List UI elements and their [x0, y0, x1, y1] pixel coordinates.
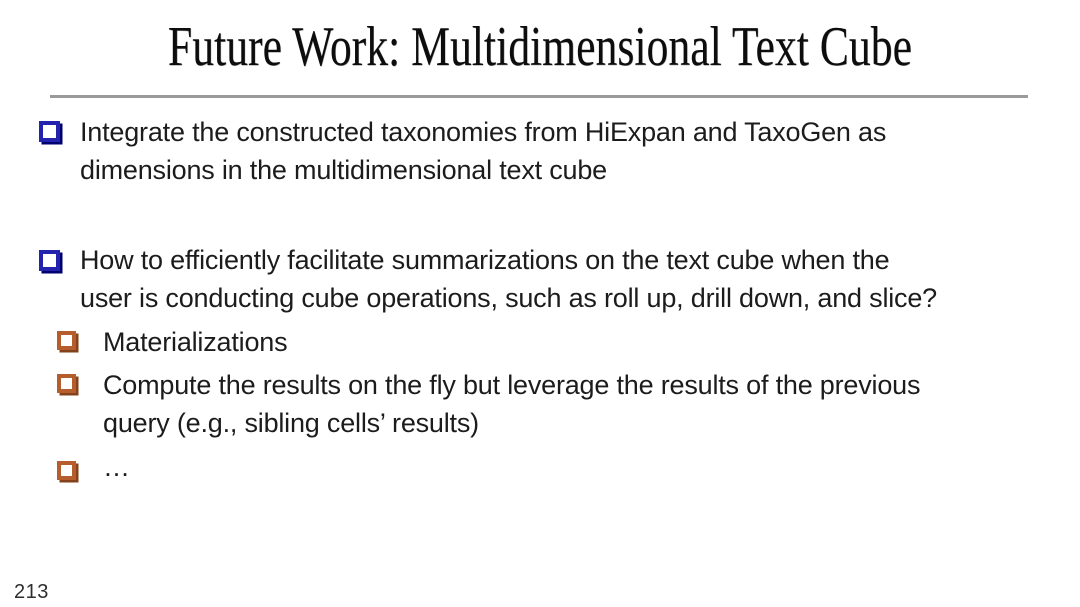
page-title — [0, 14, 1080, 84]
bullet-line: user is conducting cube operations, such as roll up, drill down, and slice? — [80, 283, 937, 313]
bullet-line: query (e.g., sibling cells’ results) — [103, 408, 479, 438]
bullet-line: dimensions in the multidimensional text cube — [80, 155, 607, 185]
square-bullet-icon — [39, 121, 60, 142]
bullet-line: How to efficiently facilitate summarizations on the text cube when the — [80, 245, 890, 275]
bullet-line: Compute the results on the fly but leverage the results of the previous — [103, 370, 921, 400]
bullet-line: Integrate the constructed taxonomies from HiExpan and TaxoGen as — [80, 117, 887, 147]
square-sub-bullet-icon — [57, 331, 76, 350]
title-divider — [50, 95, 1028, 98]
bullet-line: … — [103, 452, 130, 482]
square-sub-bullet-icon — [57, 461, 76, 480]
page-number: 213 — [14, 581, 49, 603]
page-title-text: Future Work: Multidimensional Text Cube — [167, 16, 913, 78]
square-sub-bullet-icon — [57, 374, 76, 393]
square-bullet-icon — [39, 250, 60, 271]
bullet-line: Materializations — [103, 327, 288, 357]
